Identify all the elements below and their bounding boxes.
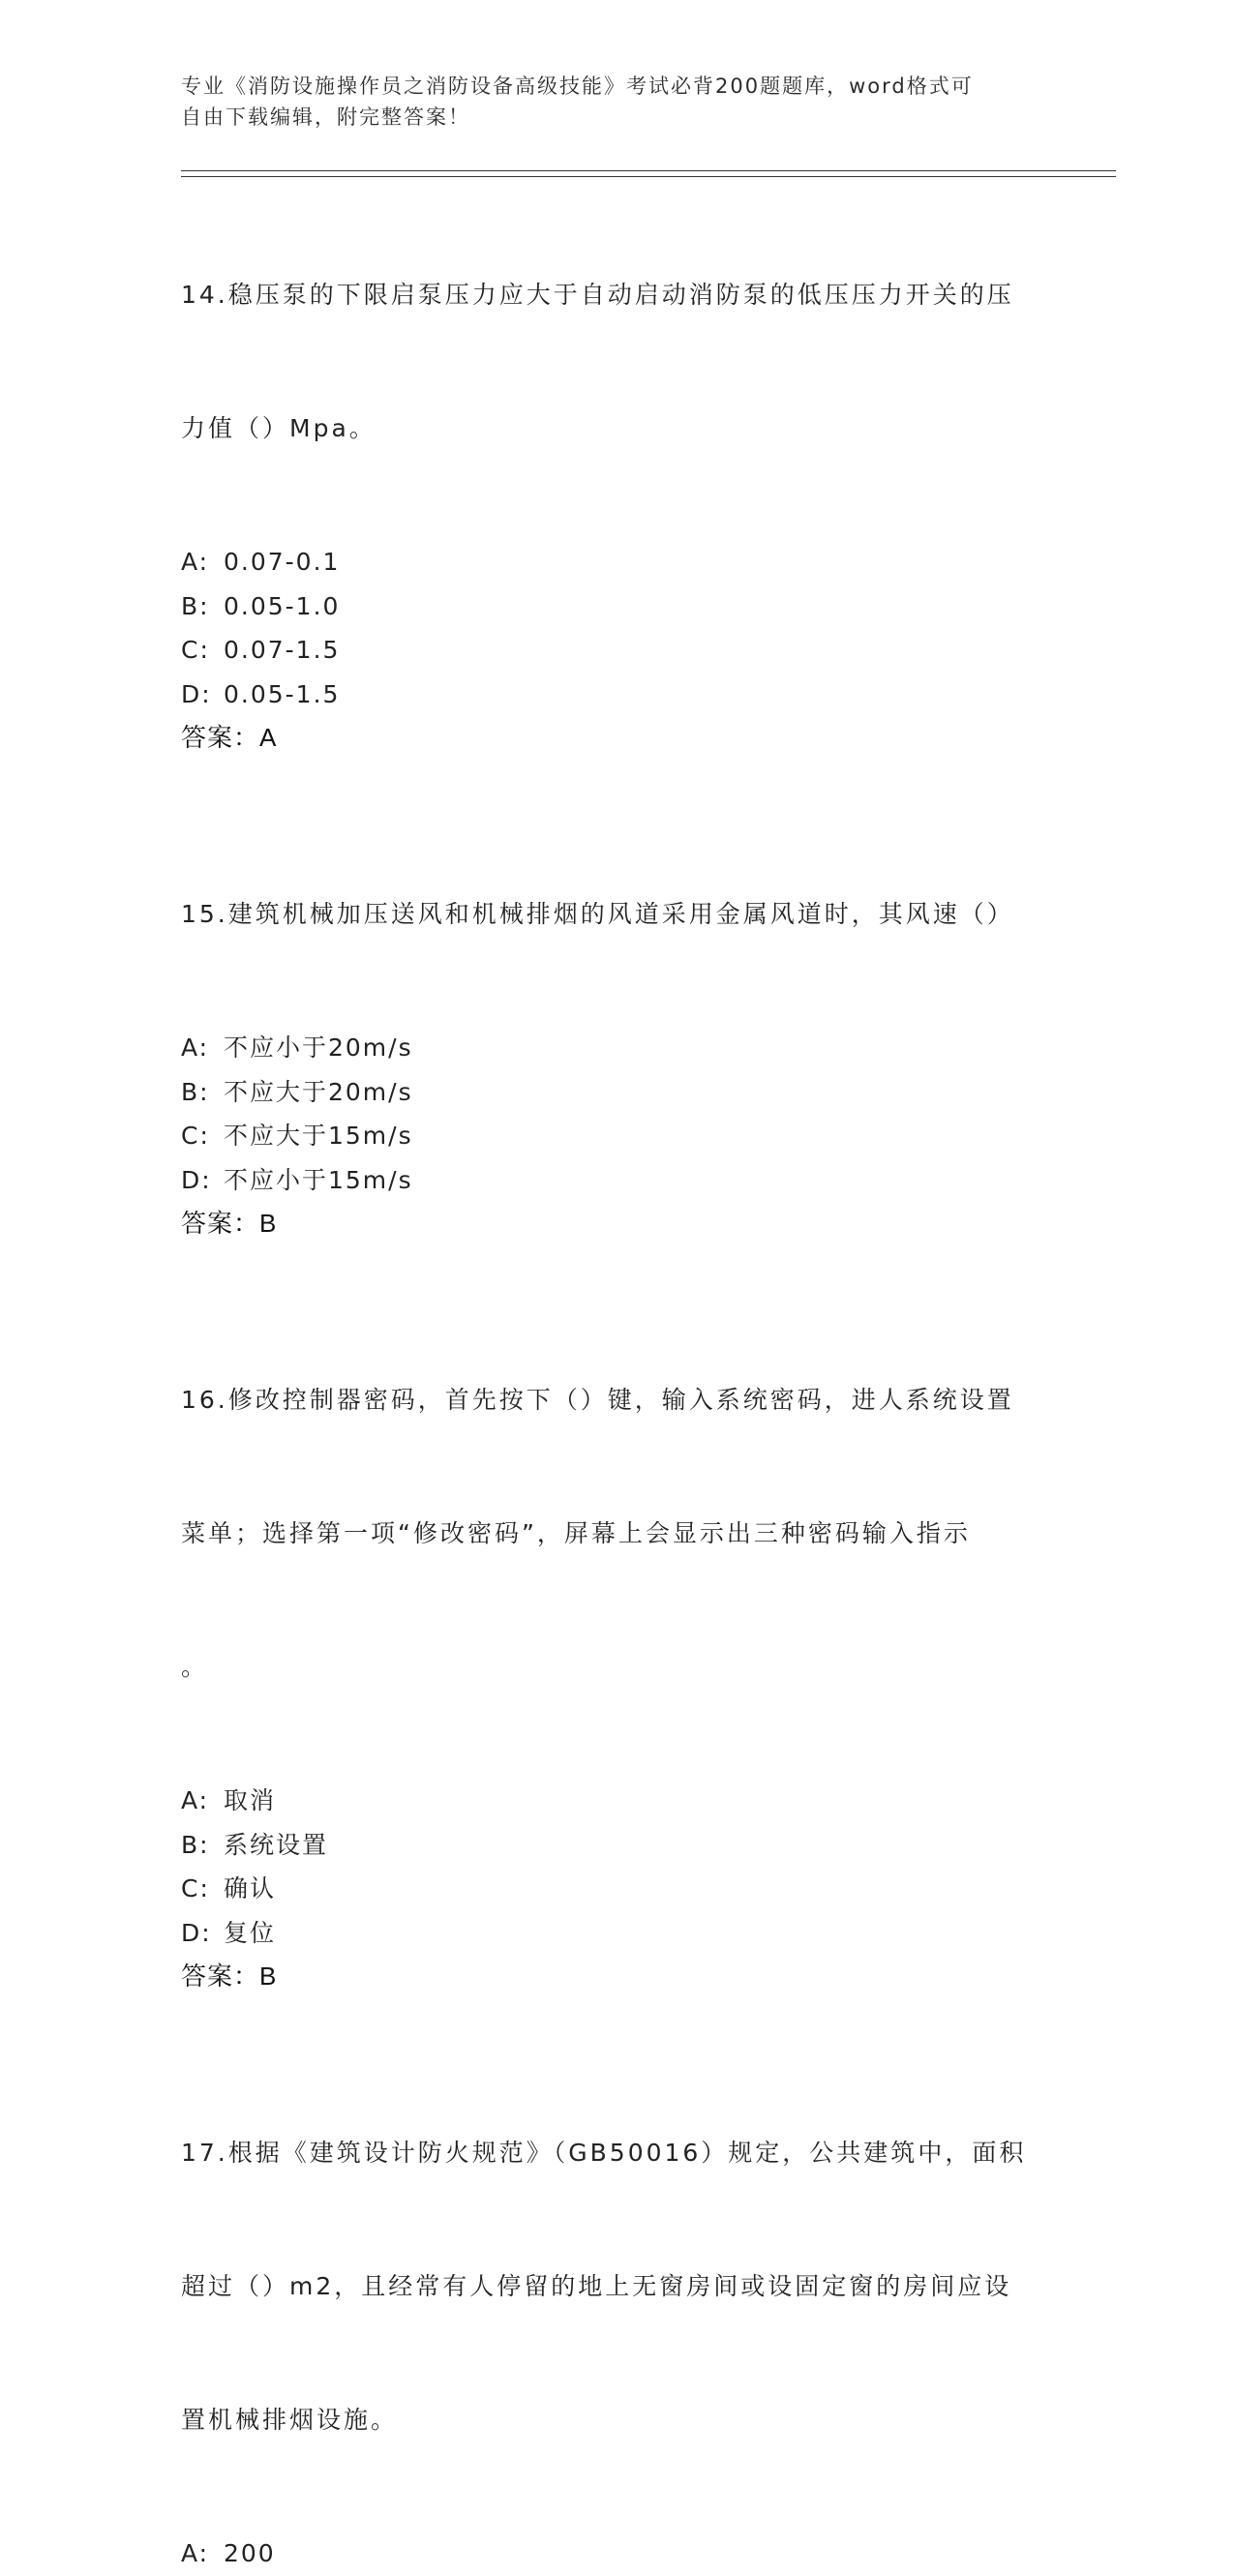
question-text-line: 置机械排烟设施。	[181, 2406, 399, 2434]
option-key: A:	[181, 548, 210, 576]
option-key: D:	[181, 1165, 212, 1194]
option-a	[181, 2531, 1052, 2576]
option-d	[181, 1158, 1052, 1203]
question-16	[181, 1289, 1052, 1998]
option-text: 不应大于20m/s	[224, 1077, 413, 1106]
option-key: A:	[181, 1033, 210, 1062]
option-b	[181, 584, 1052, 629]
answer-line: 答案：A	[181, 723, 278, 752]
option-text: 取消	[224, 1786, 277, 1814]
question-15	[181, 803, 1052, 1245]
question-text	[181, 2042, 1052, 2531]
option-a	[181, 540, 1052, 584]
question-text-line: 15.建筑机械加压送风和机械排烟的风道采用金属风道时，其风速（）	[181, 900, 1014, 928]
question-text-line: 。	[181, 1653, 209, 1681]
option-b	[181, 1823, 1052, 1868]
option-key: D:	[181, 679, 212, 708]
option-text: 复位	[224, 1918, 277, 1947]
question-14	[181, 184, 1052, 760]
option-key: A:	[181, 1786, 210, 1814]
question-text	[181, 184, 1052, 540]
question-text-line: 菜单；选择第一项“修改密码”，屏幕上会显示出三种密码输入指示	[181, 1519, 971, 1547]
answer-line: 答案：B	[181, 1962, 278, 1991]
option-text: 0.07-0.1	[224, 548, 341, 576]
question-text-line: 17.根据《建筑设计防火规范》（GB50016）规定，公共建筑中，面积	[181, 2139, 1027, 2167]
option-text: 系统设置	[224, 1830, 329, 1859]
option-text: 不应大于15m/s	[224, 1122, 413, 1150]
question-text-line: 16.修改控制器密码，首先按下（）键，输入系统密码，进人系统设置	[181, 1386, 1014, 1414]
option-text: 200	[224, 2539, 276, 2567]
option-c	[181, 628, 1052, 673]
option-key: A:	[181, 2539, 210, 2567]
question-list	[181, 184, 1052, 2576]
option-key: C:	[181, 1122, 210, 1150]
header-line-2: 自由下载编辑，附完整答案！	[181, 105, 470, 129]
option-c	[181, 1867, 1052, 1911]
option-text: 0.05-1.5	[224, 679, 341, 708]
option-text: 不应小于20m/s	[224, 1033, 413, 1062]
option-key: B:	[181, 591, 210, 620]
option-key: B:	[181, 1830, 210, 1859]
header-line-1: 专业《消防设施操作员之消防设备高级技能》考试必背200题题库，word格式可	[181, 75, 974, 98]
option-c	[181, 1114, 1052, 1158]
option-key: D:	[181, 1918, 212, 1947]
question-text-line: 超过（）m2，且经常有人停留的地上无窗房间或设固定窗的房间应设	[181, 2272, 1012, 2300]
option-d	[181, 1911, 1052, 1956]
answer-line: 答案：B	[181, 1209, 278, 1238]
option-key: B:	[181, 1077, 210, 1106]
question-text	[181, 803, 1052, 1026]
header-rule-top	[181, 170, 1116, 171]
option-text: 不应小于15m/s	[224, 1165, 413, 1194]
option-key: C:	[181, 1874, 210, 1902]
question-text-line: 14.稳压泵的下限启泵压力应大于自动启动消防泵的低压压力开关的压	[181, 281, 1014, 309]
document-header	[181, 71, 1033, 133]
question-text-line: 力值（）Mpa。	[181, 414, 376, 442]
option-text: 0.07-1.5	[224, 636, 341, 664]
option-text: 0.05-1.0	[224, 591, 341, 620]
question-text	[181, 1289, 1052, 1779]
option-b	[181, 1070, 1052, 1115]
option-d	[181, 673, 1052, 717]
header-rule-bottom	[181, 176, 1116, 177]
option-a	[181, 1026, 1052, 1070]
option-text: 确认	[224, 1874, 277, 1902]
question-17	[181, 2042, 1052, 2576]
option-key: C:	[181, 636, 210, 664]
option-a	[181, 1779, 1052, 1823]
